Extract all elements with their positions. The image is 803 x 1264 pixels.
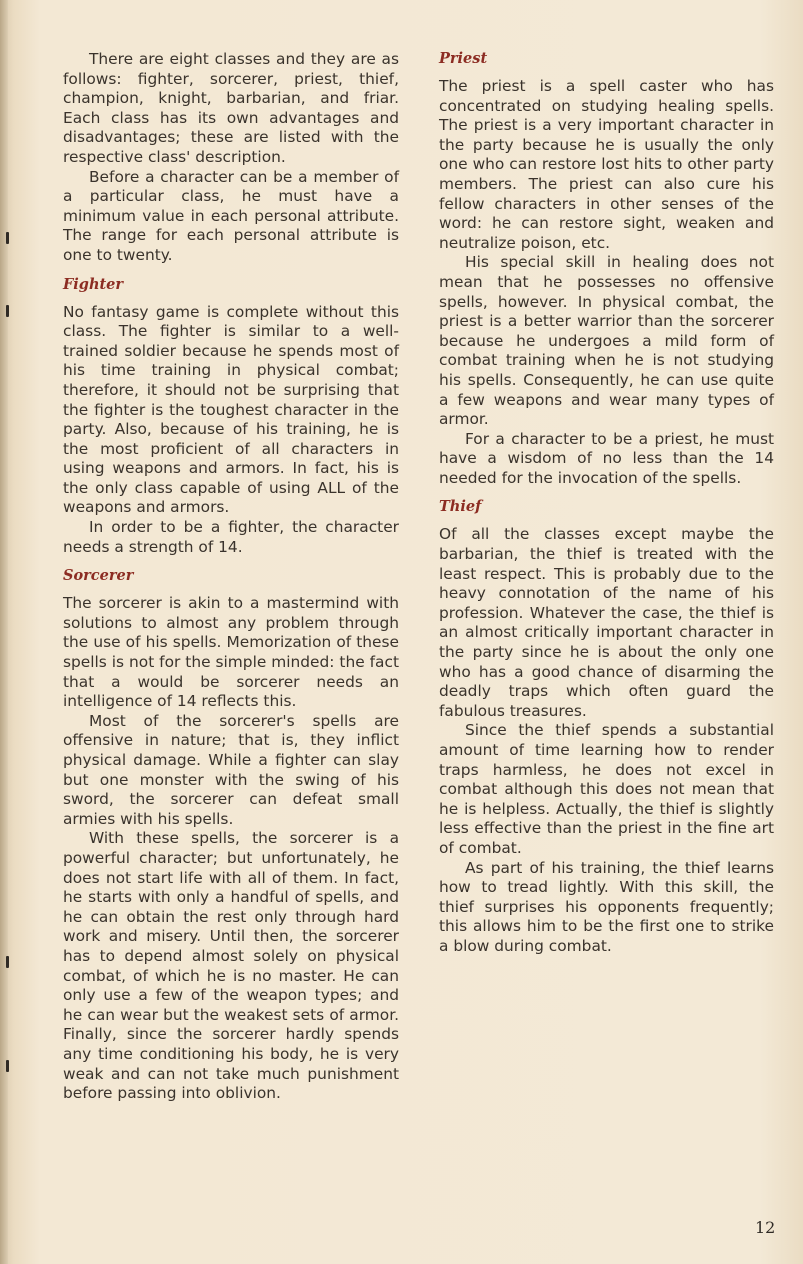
left-column <box>63 50 399 1104</box>
margin-mark <box>6 305 9 317</box>
thief-paragraph: Since the thief spends a substantial amount of time learning how to render traps harmless, he does not excel in combat although this does not mean that he is helpless. Actually, the thief is slightly less effective than the priest in the fine art of combat. <box>439 721 774 857</box>
thief-heading: Thief <box>439 498 482 516</box>
sorcerer-paragraph: The sorcerer is akin to a mastermind with solutions to almost any problem through the use of his spells. Memorization of these spells is not for the simple minded: the fact that a would be sorcerer needs an intelligence of 14 reflects this. <box>63 594 399 711</box>
thief-paragraph: As part of his training, the thief learns how to tread lightly. With this skill, the thief surprises his opponents frequently; this allows him to be the first one to strike a blow during combat. <box>439 858 774 955</box>
intro-paragraph: Before a character can be a member of a particular class, he must have a minimum value in each personal attribute. The range for each personal attribute is one to twenty. <box>63 167 399 264</box>
sorcerer-paragraph: Most of the sorcerer's spells are offensive in nature; that is, they inflict physical damage. While a fighter can slay but one monster with the swing of his sword, the sorcerer can defeat small armies with his spells. <box>63 711 399 828</box>
fighter-paragraph: In order to be a fighter, the character needs a strength of 14. <box>63 518 399 556</box>
thief-paragraph: Of all the classes except maybe the barbarian, the thief is treated with the least respect. This is probably due to the heavy connotation of the name of his profession. Whatever the case, the thief is an almost critically important character in the party since he is about the only one who has a good chance of disarming the deadly traps which often guard the fabulous treasures. <box>439 525 774 720</box>
sorcerer-heading: Sorcerer <box>63 567 134 585</box>
intro-paragraph: There are eight classes and they are as follows: fighter, sorcerer, priest, thief, champion, knight, barbarian, and friar. Each class has its own advantages and disadvantages; these are listed with the respective class' description. <box>63 50 399 166</box>
priest-heading: Priest <box>439 50 488 67</box>
margin-mark <box>6 232 9 244</box>
margin-mark <box>6 956 9 968</box>
fighter-paragraph: No fantasy game is complete without this class. The fighter is similar to a well-trained soldier because he spends most of his time training in physical combat; therefore, it should not be surprising that the fighter is the toughest character in the party. Also, because of his training, he is the most proficient of all characters in using weapons and armors. In fact, his is the only class capable of using ALL of the weapons and armors. <box>63 302 399 517</box>
priest-paragraph: For a character to be a priest, he must have a wisdom of no less than the 14 needed for the invocation of the spells. <box>439 429 774 487</box>
sorcerer-paragraph: With these spells, the sorcerer is a powerful character; but unfortunately, he does not start life with all of them. In fact, he starts with only a handful of spells, and he can obtain the rest only through hard work and misery. Until then, the sorcerer has to depend almost solely on physical combat, of which he is no master. He can only use a few of the weapon types; and he can wear but the weakest sets of armor. Finally, since the sorcerer hardly spends any time conditioning his body, he is very weak and can not take much punishment before passing into oblivion. <box>63 829 399 1103</box>
page-number: 12 <box>755 1218 776 1237</box>
fighter-heading: Fighter <box>63 275 124 293</box>
priest-paragraph: The priest is a spell caster who has concentrated on studying healing spells. The priest is a very important character in the party because he is usually the only one who can restore lost hits to other party members. The priest can also cure his fellow characters in other senses of the word: he can restore sight, weaken and neutralize poison, etc. <box>439 77 774 252</box>
binding-edge <box>0 0 8 1264</box>
margin-mark <box>6 1060 9 1072</box>
right-column <box>439 50 774 957</box>
priest-paragraph: His special skill in healing does not mean that he possesses no offensive spells, however. In physical combat, the priest is a better warrior than the sorcerer because he undergoes a mild form of combat training when he is not studying his spells. Consequently, he can use quite a few weapons and wear many types of armor. <box>439 253 774 429</box>
